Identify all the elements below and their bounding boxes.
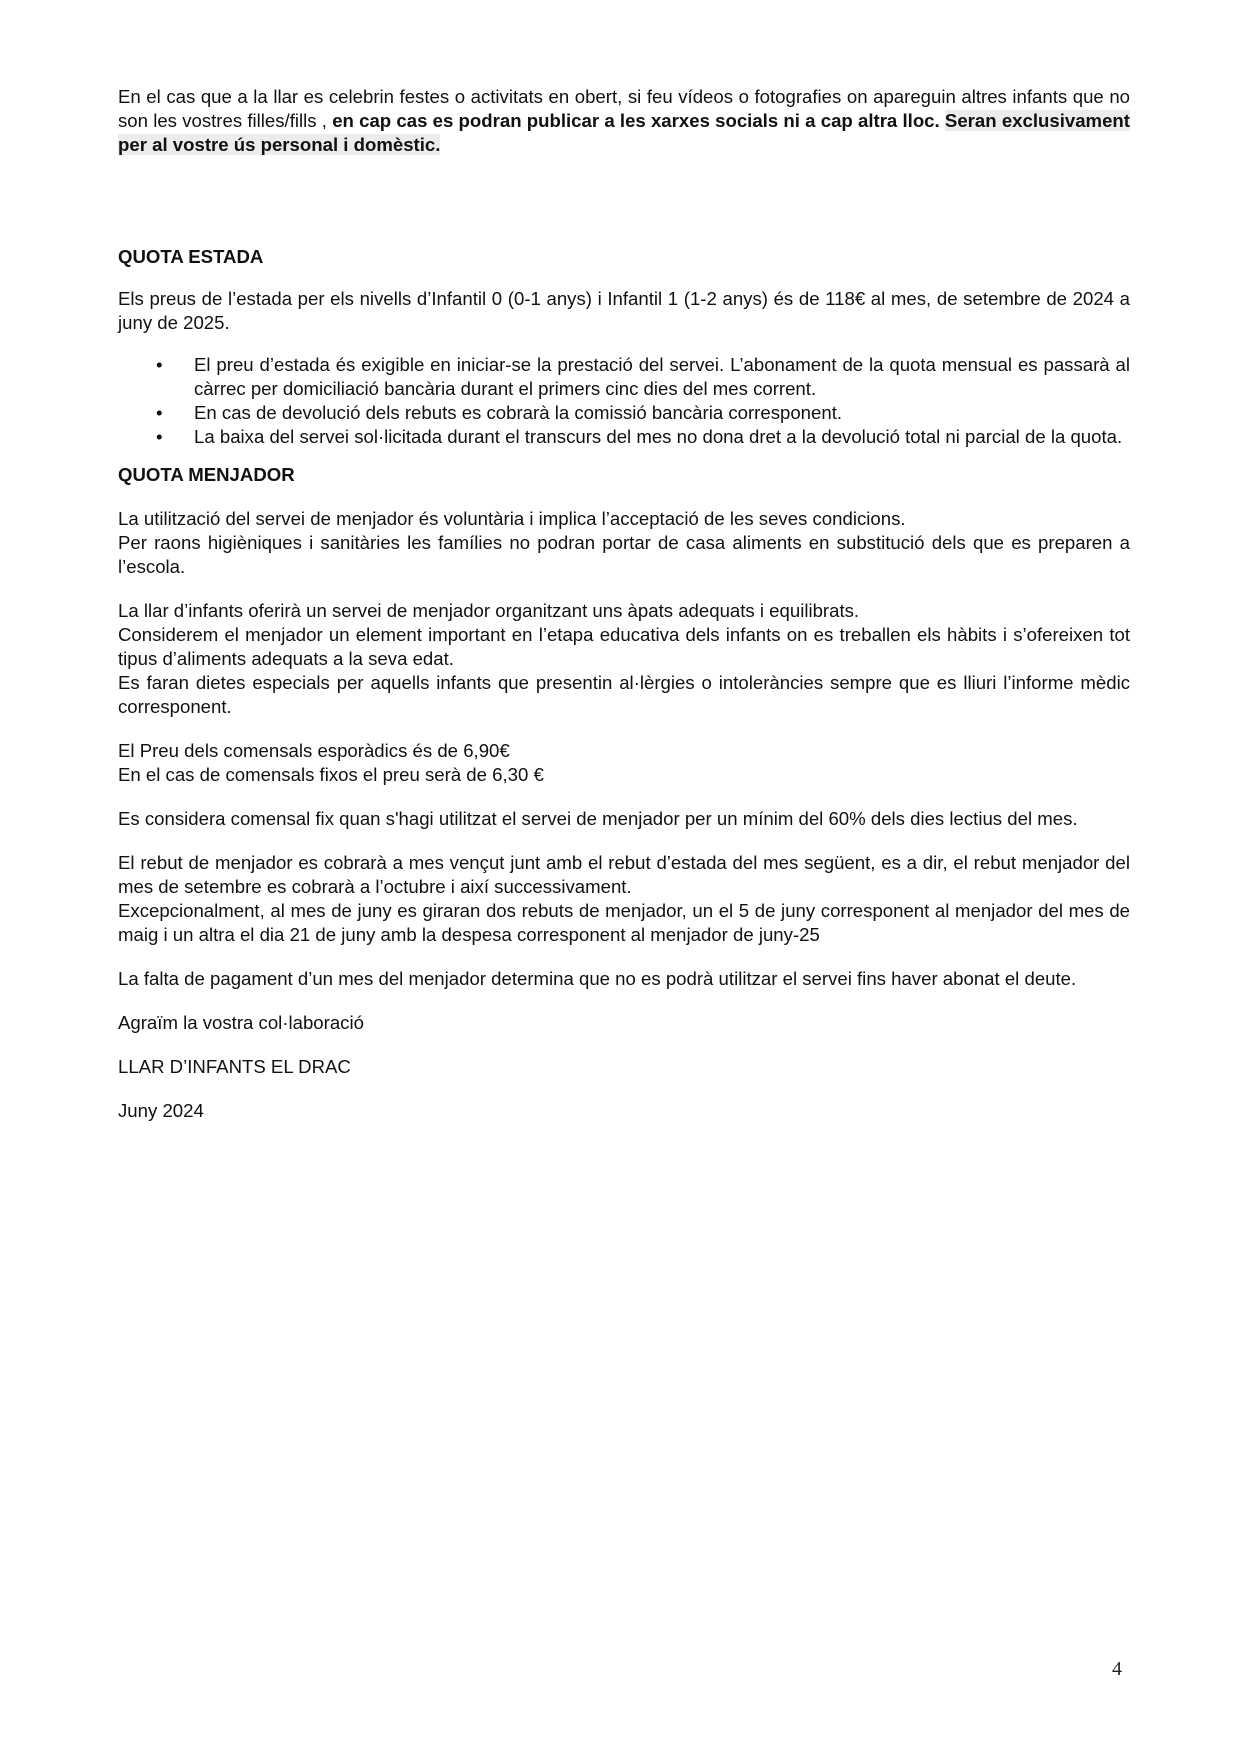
estada-prices-paragraph: Els preus de l’estada per els nivells d’Infantil 0 (0-1 anys) i Infantil 1 (1-2 anys) és de 118€ al mes, de setembre de 2024 a juny de 2025. <box>118 288 1130 333</box>
list-item <box>118 401 1130 425</box>
heading-quota-menjador: QUOTA MENJADOR <box>118 464 295 485</box>
signature: LLAR D’INFANTS EL DRAC <box>118 1056 351 1077</box>
menjador-educational: Considerem el menjador un element important en l’etapa educativa dels infants on es treballen els hàbits i s’ofereixen tot tipus d’aliments adequats a la seva edat. <box>118 624 1130 669</box>
billing-info: El rebut de menjador es cobrarà a mes vençut junt amb el rebut d’estada del mes següent, es a dir, el rebut menjador del mes de setembre es cobrarà a l’octubre i així successivament. <box>118 852 1130 897</box>
bullet-icon: • <box>156 402 163 423</box>
bullet-icon: • <box>156 354 163 375</box>
estada-conditions-list <box>118 353 1130 449</box>
heading-quota-estada: QUOTA ESTADA <box>118 246 264 267</box>
bullet-icon: • <box>156 426 163 447</box>
intro-warning-bold: en cap cas es podran publicar a les xarxes socials ni a cap altra lloc. <box>332 110 945 131</box>
list-item-text: La baixa del servei sol·licitada durant el transcurs del mes no dona dret a la devolució total ni parcial de la quota. <box>194 426 1123 447</box>
fixed-definition: Es considera comensal fix quan s'hagi utilitzat el servei de menjador per un mínim del 60% dels dies lectius del mes. <box>118 808 1078 829</box>
page-number: 4 <box>1112 1658 1122 1680</box>
menjador-special-diets: Es faran dietes especials per aquells infants que presentin al·lèrgies o intoleràncies sempre que es lliuri l’informe mèdic corresponent. <box>118 672 1130 717</box>
intro-text: En el cas que a la llar es celebrin festes o activitats en obert, si feu vídeos o fotografies on apareguin altres infants que no son les vostres filles/fills , <box>118 86 1130 131</box>
document-date: Juny 2024 <box>118 1100 204 1121</box>
list-item-text: El preu d’estada és exigible en iniciar-se la prestació del servei. L’abonament de la quota mensual es passarà al càrrec per domiciliació bancària durant el primers cinc dies del mes corrent. <box>194 354 1130 399</box>
intro-warning-highlight: Seran exclusivament per al vostre ús personal i domèstic. <box>118 110 1130 155</box>
list-item <box>118 353 1130 401</box>
list-item <box>118 425 1130 449</box>
menjador-service: La llar d’infants oferirà un servei de menjador organitzant uns àpats adequats i equilibrats. <box>118 600 860 621</box>
billing-exception: Excepcionalment, al mes de juny es giraran dos rebuts de menjador, un el 5 de juny corresponent al menjador del mes de maig i un altra el dia 21 de juny amb la despesa corresponent al menjador de juny-25 <box>118 900 1130 945</box>
price-sporadic: El Preu dels comensals esporàdics és de 6,90€ <box>118 740 510 761</box>
menjador-hygiene: Per raons higièniques i sanitàries les famílies no podran portar de casa aliments en substitució dels que es preparen a l’escola. <box>118 532 1130 577</box>
document-page <box>118 85 1130 1123</box>
intro-paragraph <box>118 85 1130 157</box>
thanks-line: Agraïm la vostra col·laboració <box>118 1012 364 1033</box>
menjador-voluntary: La utilització del servei de menjador és voluntària i implica l’acceptació de les seves condicions. <box>118 508 906 529</box>
list-item-text: En cas de devolució dels rebuts es cobrarà la comissió bancària corresponent. <box>194 402 843 423</box>
non-payment-notice: La falta de pagament d’un mes del menjador determina que no es podrà utilitzar el servei fins haver abonat el deute. <box>118 968 1077 989</box>
price-fixed: En el cas de comensals fixos el preu serà de 6,30 € <box>118 764 544 785</box>
